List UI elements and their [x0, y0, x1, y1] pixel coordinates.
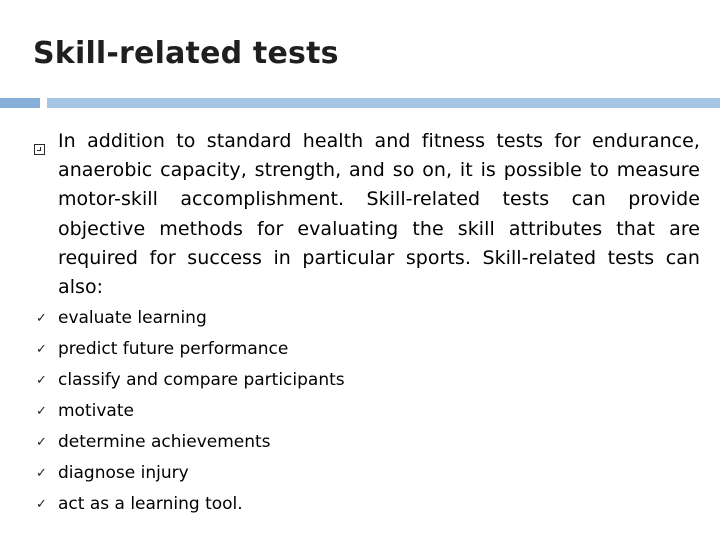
checkmark-icon: ✓	[36, 373, 47, 388]
checkmark-icon: ✓	[36, 435, 47, 450]
square-bullet-icon	[34, 144, 45, 155]
list-item	[0, 305, 720, 336]
list-item-label: act as a learning tool.	[58, 494, 243, 514]
checkmark-icon: ✓	[36, 466, 47, 481]
list-item-label: motivate	[58, 401, 134, 421]
checkmark-icon: ✓	[36, 497, 47, 512]
title-divider-left	[0, 98, 40, 108]
slide-title: Skill-related tests	[33, 36, 339, 71]
list-item	[0, 398, 720, 429]
list-item-label: predict future performance	[58, 339, 289, 359]
list-item	[0, 491, 720, 522]
list-item-label: diagnose injury	[58, 463, 189, 483]
list-item-label: determine achievements	[58, 432, 271, 452]
list-item	[0, 336, 720, 367]
list-item	[0, 460, 720, 491]
checkmark-icon: ✓	[36, 342, 47, 357]
title-divider-right	[47, 98, 720, 108]
list-item	[0, 429, 720, 460]
intro-paragraph: In addition to standard health and fitness tests for endurance, anaerobic capacity, strength, and so on, it is possible to measure motor-skill accomplishment. Skill-related tests can provide objective methods for evaluating the skill attributes that are required for success in particular sports. Skill-related tests can also:	[58, 130, 700, 299]
list-item-label: classify and compare participants	[58, 370, 345, 390]
list-item-label: evaluate learning	[58, 308, 207, 328]
checkmark-icon: ✓	[36, 311, 47, 326]
list-item	[0, 367, 720, 398]
skill-test-uses-list	[0, 305, 720, 522]
checkmark-icon: ✓	[36, 404, 47, 419]
